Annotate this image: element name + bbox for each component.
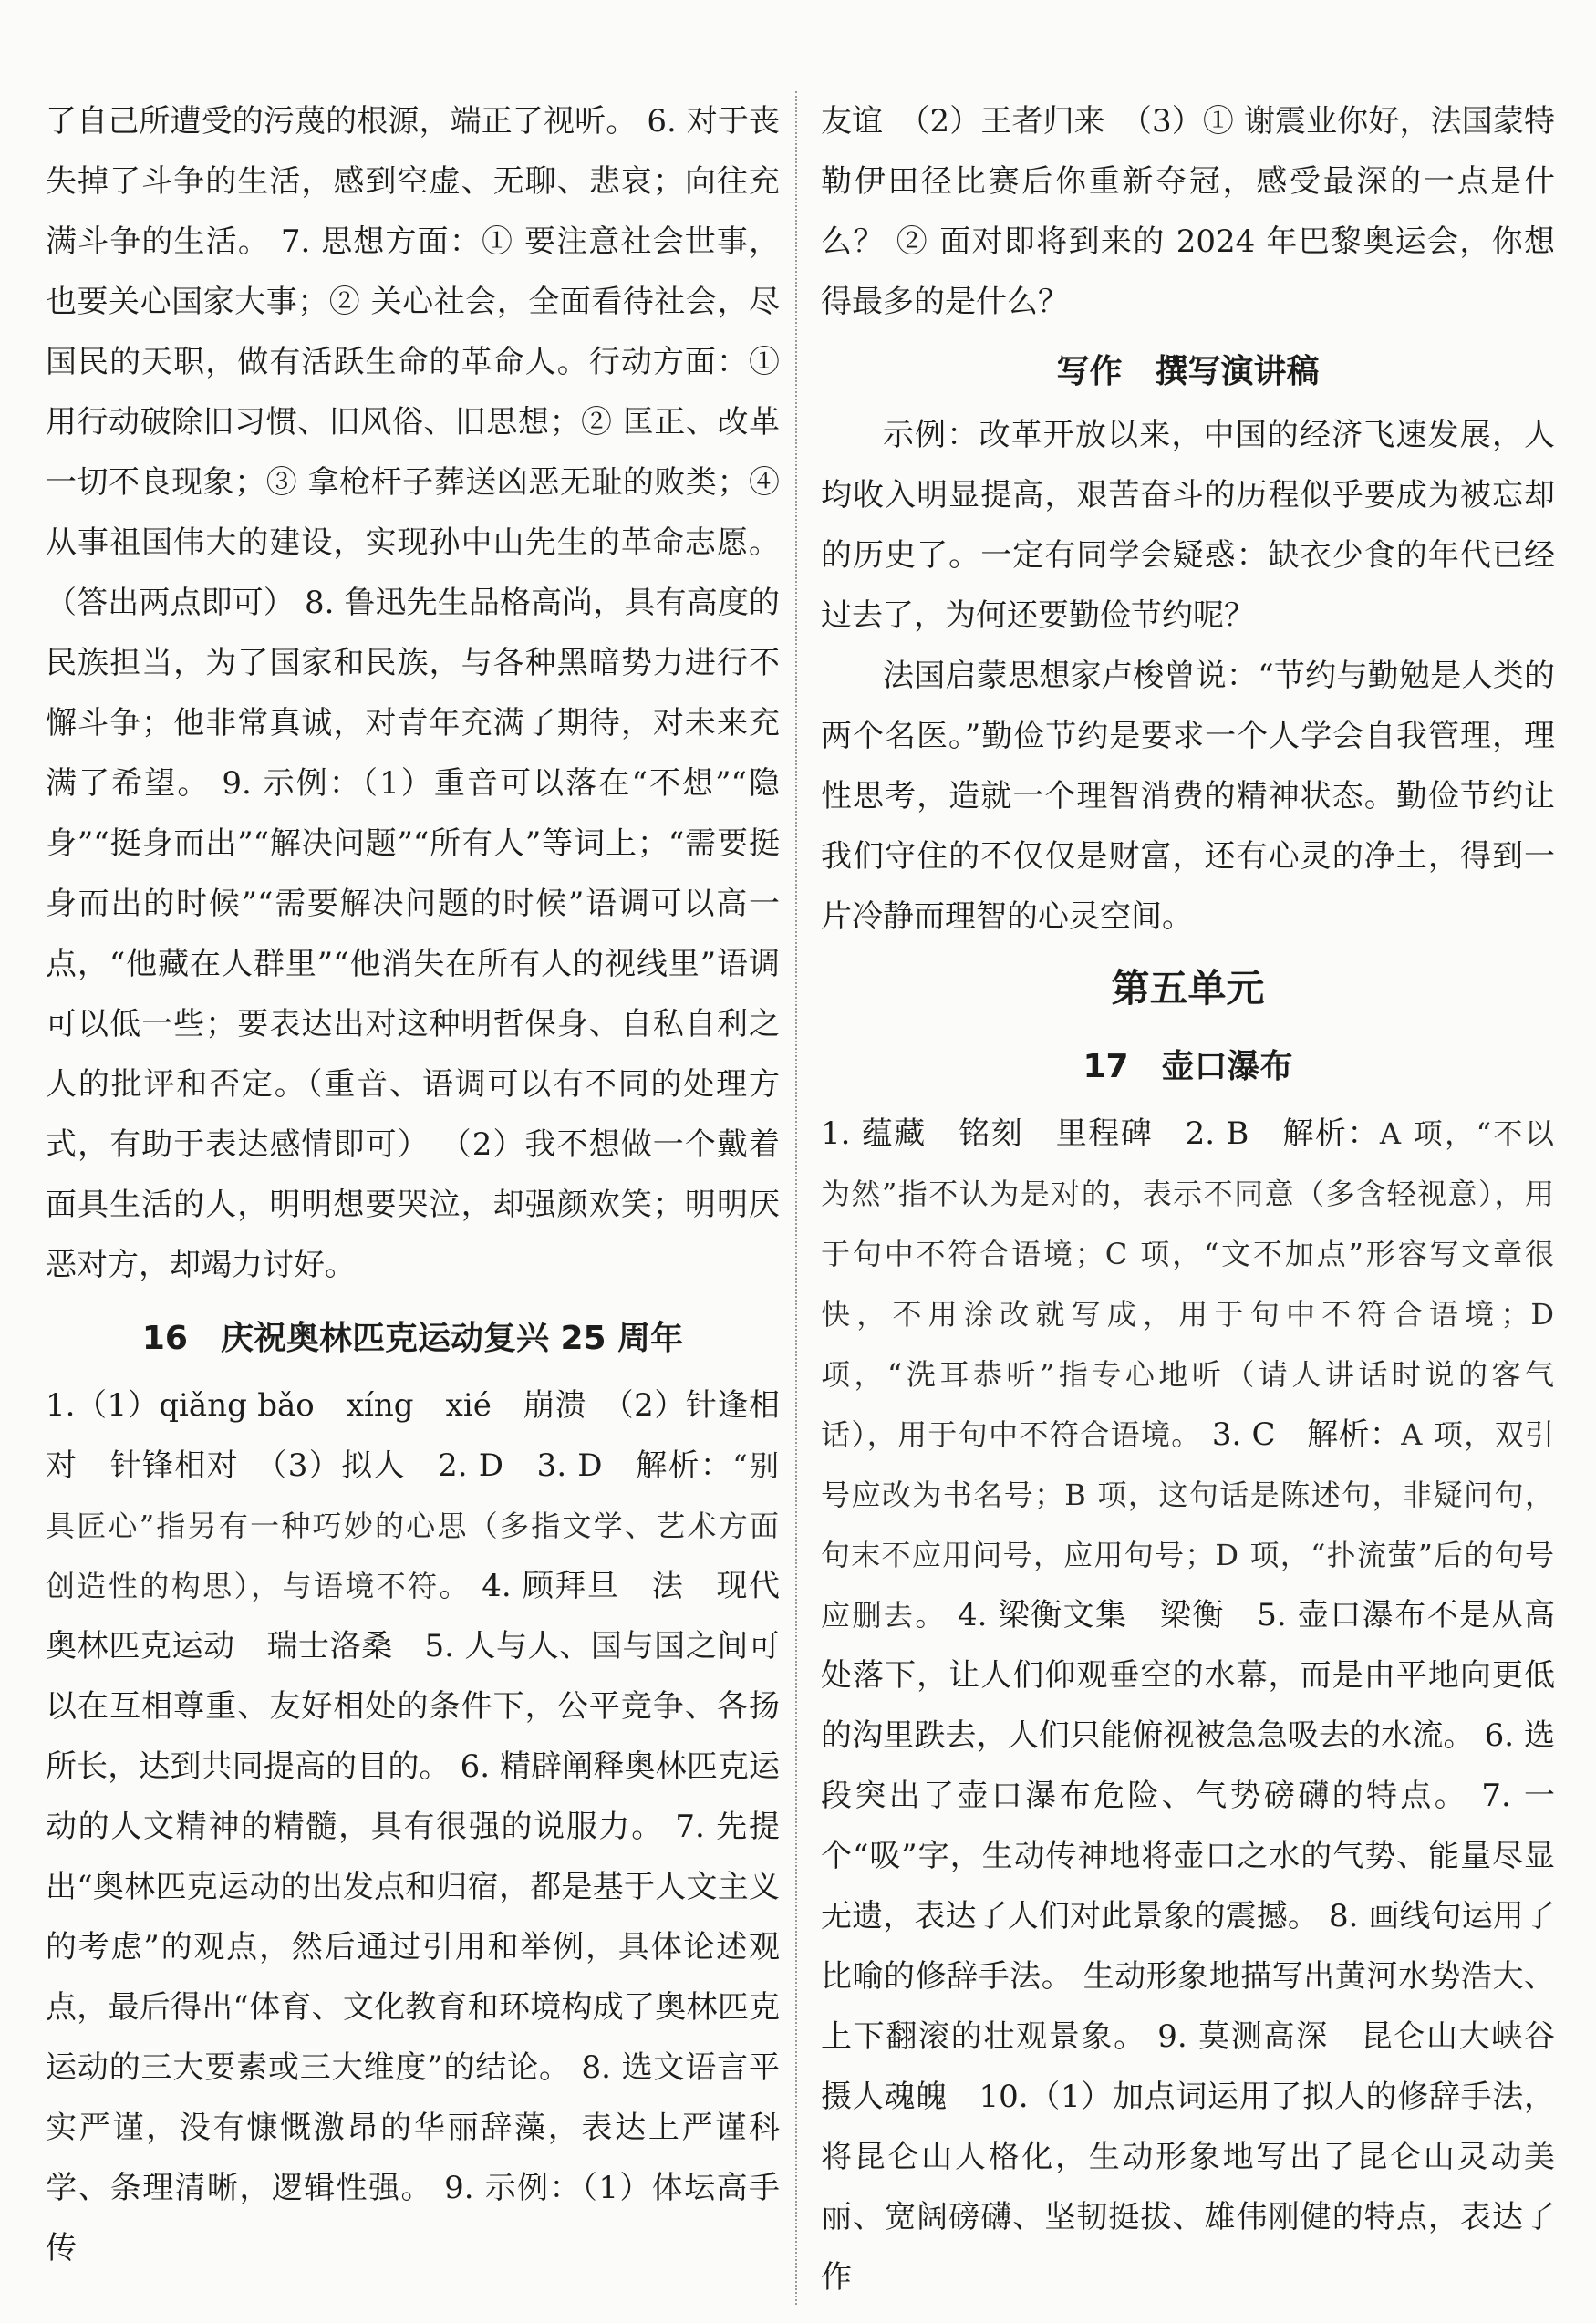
answers-lesson-16-part2: 4. 顾拜旦 法 现代奥林匹克运动 瑞士洛桑 5. 人与人、国与国之间可以在互相尊重、友好相处的条件下，公平竞争、各扬所长，达到共同提高的目的。 6. 精辟阐释奥林匹克运动的人文精神的精髓，具有很强的说服力。 7. 先提出“奥林匹克运动的出发点和归宿，都是基于人文主义的考虑”的观点，然后通过引用和举例，具体论述观点，最后得出“体育、文化教育和环境构成了奥林匹克运动的三大要素或三大维度”的结论。 8. 选文语言平实严谨，没有慷慨激昂的华丽辞藻，表达上严谨科学、条理清晰，逻辑性强。 9. 示例：（1）体坛高手传 — [46, 1568, 780, 2266]
answers-lesson-15-continued: 了自己所遭受的污蔑的根源，端正了视听。 6. 对于丧失掉了斗争的生活，感到空虚、无聊、悲哀；向往充满斗争的生活。 7. 思想方面：① 要注意社会世事，也要关心国家大事；② 关心社会，全面看待社会，尽国民的天职，做有活跃生命的革命人。行动方面：① 用行动破除旧习惯、旧风俗、旧思想；② 匡正、改革一切不良现象；③ 拿枪杆子葬送凶恶无耻的败类；④ 从事祖国伟大的建设，实现孙中山先生的革命志愿。（答出两点即可） 8. 鲁迅先生品格高尚，具有高度的民族担当，为了国家和民族，与各种黑暗势力进行不懈斗争；他非常真诚，对青年充满了期待，对未来充满了希望。 9. 示例：（1）重音可以落在“不想”“隐身”“挺身而出”“解决问题”“所有人”等词上；“需要挺身而出的时候”“需要解决问题的时候”语调可以高一点，“他藏在人群里”“他消失在所有人的视线里”语调可以低一些；要表达出对这种明哲保身、自私自利之人的批评和否定。（重音、语调可以有不同的处理方式，有助于表达感情即可） （2）我不想做一个戴着面具生活的人，明明想要哭泣，却强颜欢笑；明明厌恶对方，却竭力讨好。 — [46, 103, 780, 1283]
answers-lesson-16 — [46, 1375, 780, 2278]
answers-lesson-17-part3: 4. 梁衡文集 梁衡 5. 壶口瀑布不是从高处落下，让人们仰观垂空的水幕，而是由平地向更低的沟里跌去，人们只能俯视被急急吸去的水流。 6. 选段突出了壶口瀑布危险、气势磅礴的特点。 7. 一个“吸”字，生动传神地将壶口之水的气势、能量尽显无遗，表达了人们对此景象的震撼。 8. 画线句运用了比喻的修辞手法。 生动形象地描写出黄河水势浩大、上下翻滚的壮观景象。 9. 莫测高深 昆仑山大峡谷 摄人魂魄 10.（1）加点词运用了拟人的修辞手法，将昆仑山人格化，生动形象地写出了昆仑山灵动美丽、宽阔磅礴、坚韧挺拔、雄伟刚健的特点，表达了作 — [821, 1597, 1586, 2296]
answers-lesson-17-part2: 3. C 解析： — [1201, 1416, 1402, 1453]
writing-section-title: 写作 撰写演讲稿 — [1056, 353, 1320, 390]
column-divider — [795, 91, 797, 2305]
right-column — [821, 91, 1586, 2307]
writing-sample-paragraph-2: 法国启蒙思想家卢梭曾说：“节约与勤勉是人类的两个名医。”勤俭节约是要求一个人学会自我管理，理性思考，造就一个理智消费的精神状态。勤俭节约让我们守住的不仅仅是财富，还有心灵的净土，得到一片冷静而理智的心灵空间。 — [821, 658, 1555, 935]
answers-lesson-16-part1: 1.（1）qiǎng bǎo xíng xié 崩溃 （2）针逢相对 针锋相对 （3）拟人 2. D 3. D 解析： — [46, 1387, 780, 1484]
answers-lesson-16-continued: 友谊 （2）王者归来 （3）① 谢震业你好，法国蒙特勒伊田径比赛后你重新夺冠，感受最深的一点是什么？ ② 面对即将到来的 2024 年巴黎奥运会，你想得最多的是什么？ — [821, 103, 1555, 320]
lesson-17-title: 17 壶口瀑布 — [1083, 1048, 1293, 1085]
explanation-lesson-16: “别具匠心”指另有一种巧妙的心思（多指文学、艺术方面创造性的构思），与语境不符。 — [46, 1448, 780, 1603]
unit-5-title: 第五单元 — [1111, 966, 1265, 1011]
left-column — [46, 91, 780, 2278]
answers-lesson-17 — [821, 1104, 1586, 2307]
explanation-q2: A 项，“不以为然”指不认为是对的，表示不同意（多含轻视意），用于句中不符合语境；C 项，“文不加点”形容写文章很快，不用涂改就写成，用于句中不符合语境；D 项，“洗耳恭听”指专心地听（请人讲话时说的客气话），用于句中不符合语境。 — [821, 1116, 1555, 1452]
explanation-q3: A 项，双引号应改为书名号；B 项，这句话是陈述句，非疑问句，句末不应用问号，应用句号；D 项，“扑流萤”后的句号应删去。 — [821, 1417, 1555, 1633]
answers-lesson-17-part1: 1. 蕴藏 铭刻 里程碑 2. B 解析： — [821, 1115, 1380, 1152]
writing-sample-paragraph-1: 示例：改革开放以来，中国的经济飞速发展，人均收入明显提高，艰苦奋斗的历程似乎要成为被忘却的历史了。一定有同学会疑惑：缺衣少食的年代已经过去了，为何还要勤俭节约呢？ — [821, 417, 1555, 634]
lesson-16-title: 16 庆祝奥林匹克运动复兴 25 周年 — [141, 1320, 684, 1357]
